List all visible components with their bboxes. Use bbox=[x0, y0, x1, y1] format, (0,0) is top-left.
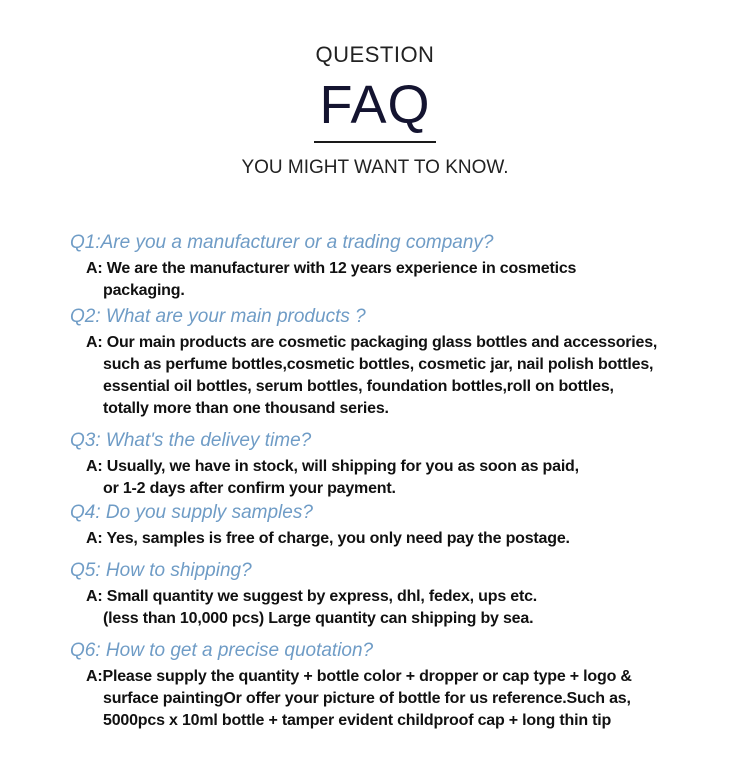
answer-line: packaging. bbox=[103, 282, 185, 299]
faq-question: Q6: How to get a precise quotation? bbox=[70, 640, 374, 661]
answer-line: such as perfume bottles,cosmetic bottles, cosmetic jar, nail polish bottles, bbox=[103, 356, 654, 373]
faq-answer bbox=[86, 586, 730, 630]
answer-line: surface paintingOr offer your picture of bottle for us reference.Such as, bbox=[103, 690, 631, 707]
faq-item-3 bbox=[70, 428, 730, 500]
faq-item-4 bbox=[70, 500, 730, 550]
answer-line: A: Yes, samples is free of charge, you only need pay the postage. bbox=[86, 530, 570, 547]
faq-answer bbox=[86, 666, 730, 732]
faq-item-2 bbox=[70, 304, 730, 420]
faq-answer bbox=[86, 456, 730, 500]
faq-question: Q1:Are you a manufacturer or a trading company? bbox=[70, 232, 494, 253]
answer-line: or 1-2 days after confirm your payment. bbox=[103, 480, 396, 497]
faq-item-5 bbox=[70, 558, 730, 630]
faq-question: Q5: How to shipping? bbox=[70, 560, 252, 581]
answer-line: essential oil bottles, serum bottles, foundation bottles,roll on bottles, bbox=[103, 378, 614, 395]
title-underline bbox=[314, 141, 436, 143]
faq-answer bbox=[86, 258, 730, 302]
page-subtitle: YOU MIGHT WANT TO KNOW. bbox=[241, 157, 509, 178]
answer-line: A: Small quantity we suggest by express, dhl, fedex, ups etc. bbox=[86, 588, 538, 605]
answer-line: A: Our main products are cosmetic packaging glass bottles and accessories, bbox=[86, 334, 658, 351]
answer-line: A: Usually, we have in stock, will shipping for you as soon as paid, bbox=[86, 458, 579, 475]
page-title: FAQ bbox=[319, 75, 431, 135]
faq-answer bbox=[86, 332, 730, 420]
faq-list bbox=[70, 230, 730, 732]
faq-question: Q3: What's the delivey time? bbox=[70, 430, 312, 451]
eyebrow-text: QUESTION bbox=[315, 42, 435, 67]
answer-line: (less than 10,000 pcs) Large quantity can shipping by sea. bbox=[103, 610, 534, 627]
faq-item-1 bbox=[70, 230, 730, 302]
answer-line: A: We are the manufacturer with 12 years experience in cosmetics bbox=[86, 260, 577, 277]
faq-answer bbox=[86, 528, 730, 550]
answer-line: totally more than one thousand series. bbox=[103, 400, 389, 417]
faq-item-6 bbox=[70, 638, 730, 732]
answer-line: A:Please supply the quantity + bottle color + dropper or cap type + logo & bbox=[86, 668, 632, 685]
faq-question: Q2: What are your main products ? bbox=[70, 306, 366, 327]
answer-line: 5000pcs x 10ml bottle + tamper evident childproof cap + long thin tip bbox=[103, 712, 612, 729]
faq-question: Q4: Do you supply samples? bbox=[70, 502, 313, 523]
